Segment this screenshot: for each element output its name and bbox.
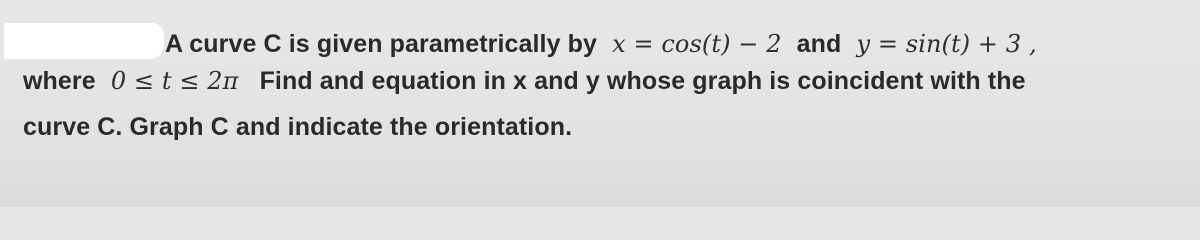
x-equation: x = cos(t) − 2	[612, 30, 782, 58]
problem-line-1	[165, 29, 1037, 59]
problem-line-2	[23, 66, 1026, 96]
problem-line-3	[23, 112, 572, 142]
t-range: 0 ≤ t ≤ 2π	[110, 67, 239, 95]
where-text: where	[23, 67, 96, 95]
y-equation: y = sin(t) + 3 ,	[856, 30, 1037, 58]
graph-instruction-text: curve C. Graph C and indicate the orientation.	[23, 113, 573, 141]
find-equation-text: Find and equation in x and y whose graph is coincident with the	[259, 67, 1026, 95]
redaction-mark	[4, 23, 164, 59]
intro-text: A curve C is given parametrically by	[165, 30, 598, 58]
and-text: and	[796, 30, 842, 58]
